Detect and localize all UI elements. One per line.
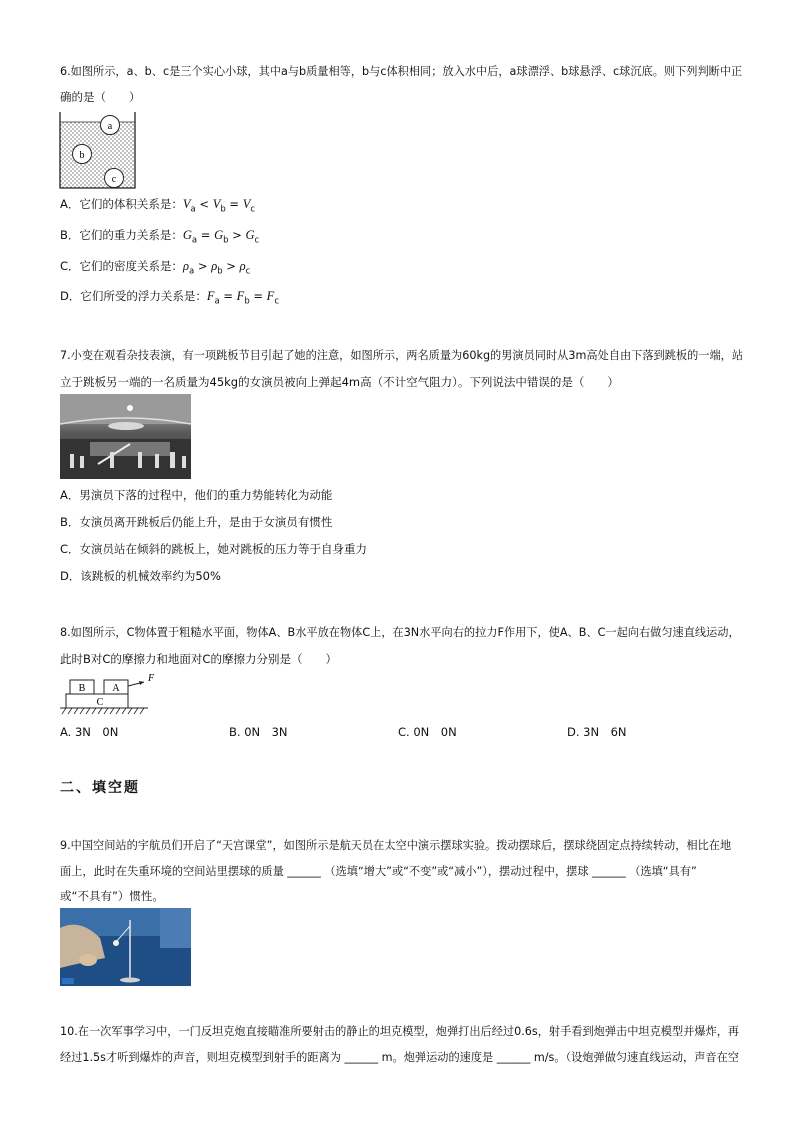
q8-option-a[interactable]: A. 3N 0N xyxy=(60,725,119,739)
q6-option-c[interactable]: C．它们的密度关系是：$\rho_a > \rho_b > \rho_c$ xyxy=(60,259,251,277)
q7-option-d[interactable]: D．该跳板的机械效率约为50% xyxy=(60,569,221,583)
q7-option-c[interactable]: C．女演员站在倾斜的跳板上，她对跳板的压力等于自身重力 xyxy=(60,542,368,556)
q7-option-b[interactable]: B．女演员离开跳板后仍能上升，是由于女演员有惯性 xyxy=(60,515,333,529)
q8-option-b[interactable]: B. 0N 3N xyxy=(229,725,288,739)
q6-beaker-figure xyxy=(58,110,138,190)
force-label: F xyxy=(148,673,155,684)
q7-stem-line2: 立于跳板另一端的一名质量为45kg的女演员被向上弹起4m高（不计空气阻力）。下列说法中错误的是（ ） xyxy=(60,375,619,389)
q6-option-b[interactable]: B．它们的重力关系是：$G_a = G_b > G_c$ xyxy=(60,228,260,246)
q8-option-c[interactable]: C. 0N 0N xyxy=(398,725,457,739)
q6-stem-line1: 6.如图所示，a、b、c是三个实心小球，其中a与b质量相等，b与c体积相同；放入水中后，a球漂浮、b球悬浮、c球沉底。则下列判断中正 xyxy=(60,65,743,78)
q9-stem-line1: 9.中国空间站的宇航员们开启了“天宫课堂”，如图所示是航天员在太空中演示摆球实验。拨动摆球后，摆球绕固定点持续转动，相比在地 xyxy=(60,839,732,852)
q9-space-pendulum-photo xyxy=(60,908,191,986)
q6-stem-line2: 确的是（ ） xyxy=(60,90,141,104)
q8-blocks-figure xyxy=(60,672,160,718)
q7-stem-line1: 7.小变在观看杂技表演，有一项跳板节目引起了她的注意，如图所示，两名质量为60kg的男演员同时从3m高处自由下落到跳板的一端，站 xyxy=(60,349,744,362)
q9-stem-line3: 或“不具有”）惯性。 xyxy=(60,889,164,903)
ball-b-label: b xyxy=(79,150,85,161)
q9-stem-line2: 面上，此时在失重环境的空间站里摆球的质量 ______ （选填“增大”或“不变”或“减小”），摆动过程中，摆球 ______ （选填“具有” xyxy=(60,865,697,878)
q10-stem-line2: 经过1.5s才听到爆炸的声音，则坦克模型到射手的距离为 ______ m。炮弹运动的速度是 ______ m/s。（设炮弹做匀速直线运动，声音在空 xyxy=(60,1051,739,1064)
block-b-label: B xyxy=(78,683,86,694)
q6-option-a[interactable]: A．它们的体积关系是：$V_a < V_b = V_c$ xyxy=(60,197,256,215)
q10-stem-line1: 10.在一次军事学习中，一门反坦克炮直接瞄准所要射击的静止的坦克模型，炮弹打出后经过0.6s，射手看到炮弹击中坦克模型并爆炸，再 xyxy=(60,1025,740,1038)
q7-acrobat-photo xyxy=(60,394,191,479)
q8-stem-line2: 此时B对C的摩擦力和地面对C的摩擦力分别是（ ） xyxy=(60,652,337,666)
section-title-fill-in: 二、填空题 xyxy=(60,780,140,796)
ball-c-label: c xyxy=(111,174,117,185)
q8-stem-line1: 8.如图所示，C物体置于粗糙水平面，物体A、B水平放在物体C上，在3N水平向右的拉力F作用下，使A、B、C一起向右做匀速直线运动， xyxy=(60,626,740,639)
block-a-label: A xyxy=(112,683,120,694)
ball-a-label: a xyxy=(107,121,113,132)
block-c-label: C xyxy=(96,697,104,708)
q7-option-a[interactable]: A．男演员下落的过程中，他们的重力势能转化为动能 xyxy=(60,488,333,502)
q8-option-d[interactable]: D. 3N 6N xyxy=(567,725,627,739)
q6-option-d[interactable]: D．它们所受的浮力关系是：$F_a = F_b = F_c$ xyxy=(60,289,279,307)
